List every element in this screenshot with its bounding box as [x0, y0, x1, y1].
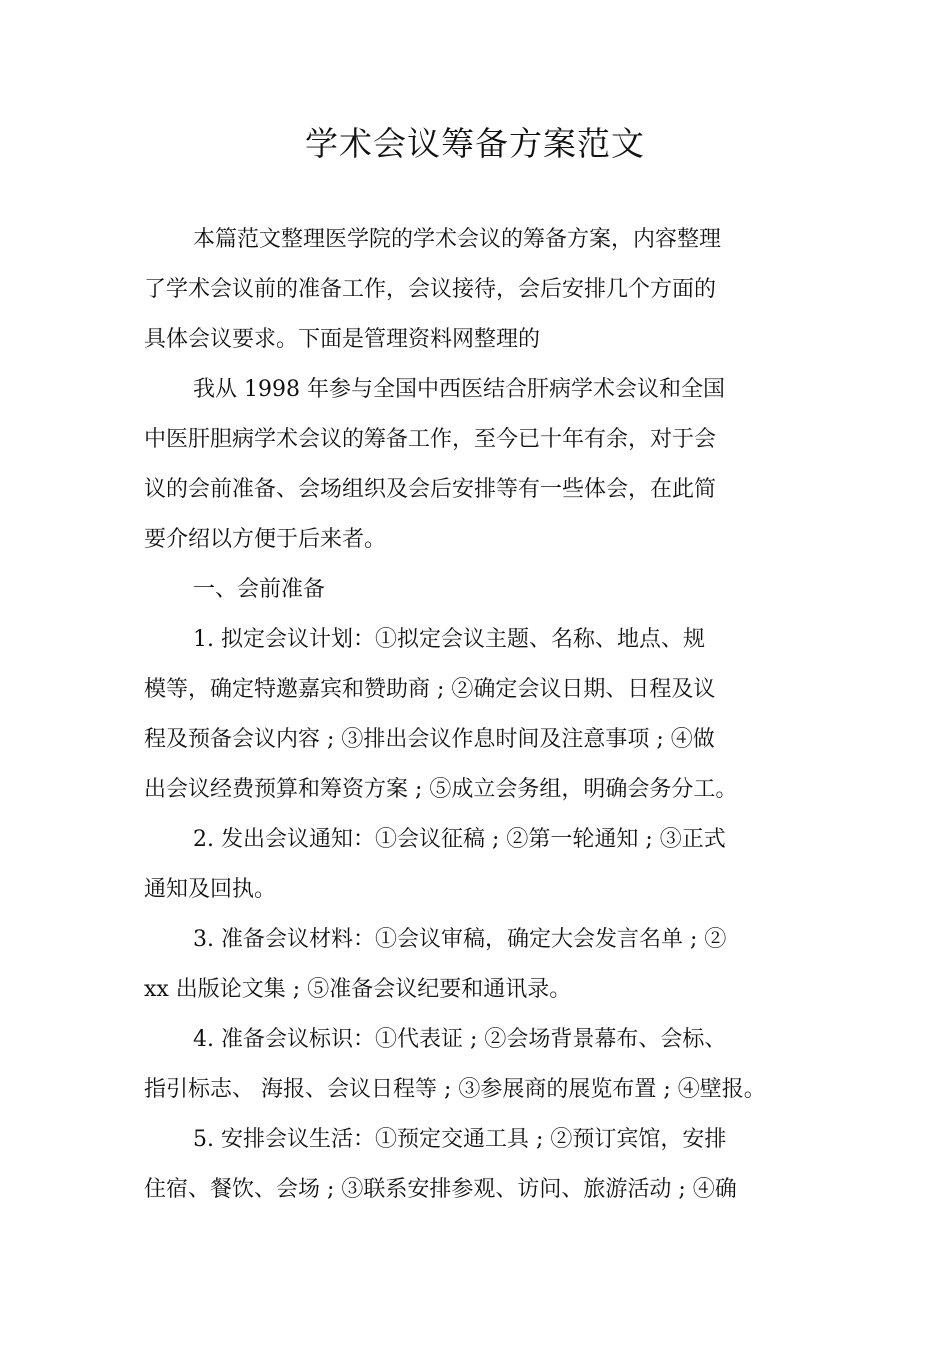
- list-item-line: 1. 拟定会议计划：①拟定会议主题、名称、地点、规: [193, 627, 705, 652]
- paragraph-line: 要介绍以方便于后来者。: [144, 527, 387, 552]
- list-item-line: 模等，确定特邀嘉宾和赞助商 ; ②确定会议日期、日程及议: [144, 677, 716, 702]
- list-item-line: 2. 发出会议通知：①会议征稿 ; ②第一轮通知 ; ③正式: [193, 827, 726, 852]
- list-item-line: 住宿、餐饮、会场 ; ③联系安排参观、访问、旅游活动 ; ④确: [144, 1177, 737, 1202]
- paragraph-line: 具体会议要求。下面是管理资料网整理的: [144, 327, 541, 352]
- list-item-line: 通知及回执。: [144, 877, 277, 902]
- paragraph-line: 中医肝胆病学术会议的筹备工作，至今已十年有余，对于会: [144, 427, 717, 452]
- list-item-line: 指引标志、 海报、会议日程等 ; ③参展商的展览布置 ; ④壁报。: [144, 1077, 766, 1102]
- list-item-line: 4. 准备会议标识：①代表证 ; ②会场背景幕布、会标、: [193, 1027, 727, 1052]
- paragraph-line: 我从 1998 年参与全国中西医结合肝病学术会议和全国: [193, 377, 725, 402]
- paragraph-line: 议的会前准备、会场组织及会后安排等有一些体会，在此简: [144, 477, 717, 502]
- document-title: 学术会议筹备方案范文: [305, 124, 645, 163]
- section-heading: 一、会前准备: [193, 577, 326, 602]
- paragraph-line: 本篇范文整理医学院的学术会议的筹备方案，内容整理: [193, 227, 722, 252]
- list-item-line: 出会议经费预算和筹资方案 ; ⑤成立会务组，明确会务分工。: [144, 777, 738, 802]
- list-item-line: 5. 安排会议生活：①预定交通工具 ; ②预订宾馆，安排: [193, 1127, 727, 1152]
- list-item-line: 程及预备会议内容 ; ③排出会议作息时间及注意事项 ; ④做: [144, 727, 715, 752]
- list-item-line: 3. 准备会议材料：①会议审稿，确定大会发言名单 ; ②: [193, 927, 727, 952]
- list-item-line: xx 出版论文集 ; ⑤准备会议纪要和通讯录。: [144, 977, 572, 1002]
- paragraph-line: 了学术会议前的准备工作，会议接待，会后安排几个方面的: [144, 277, 717, 302]
